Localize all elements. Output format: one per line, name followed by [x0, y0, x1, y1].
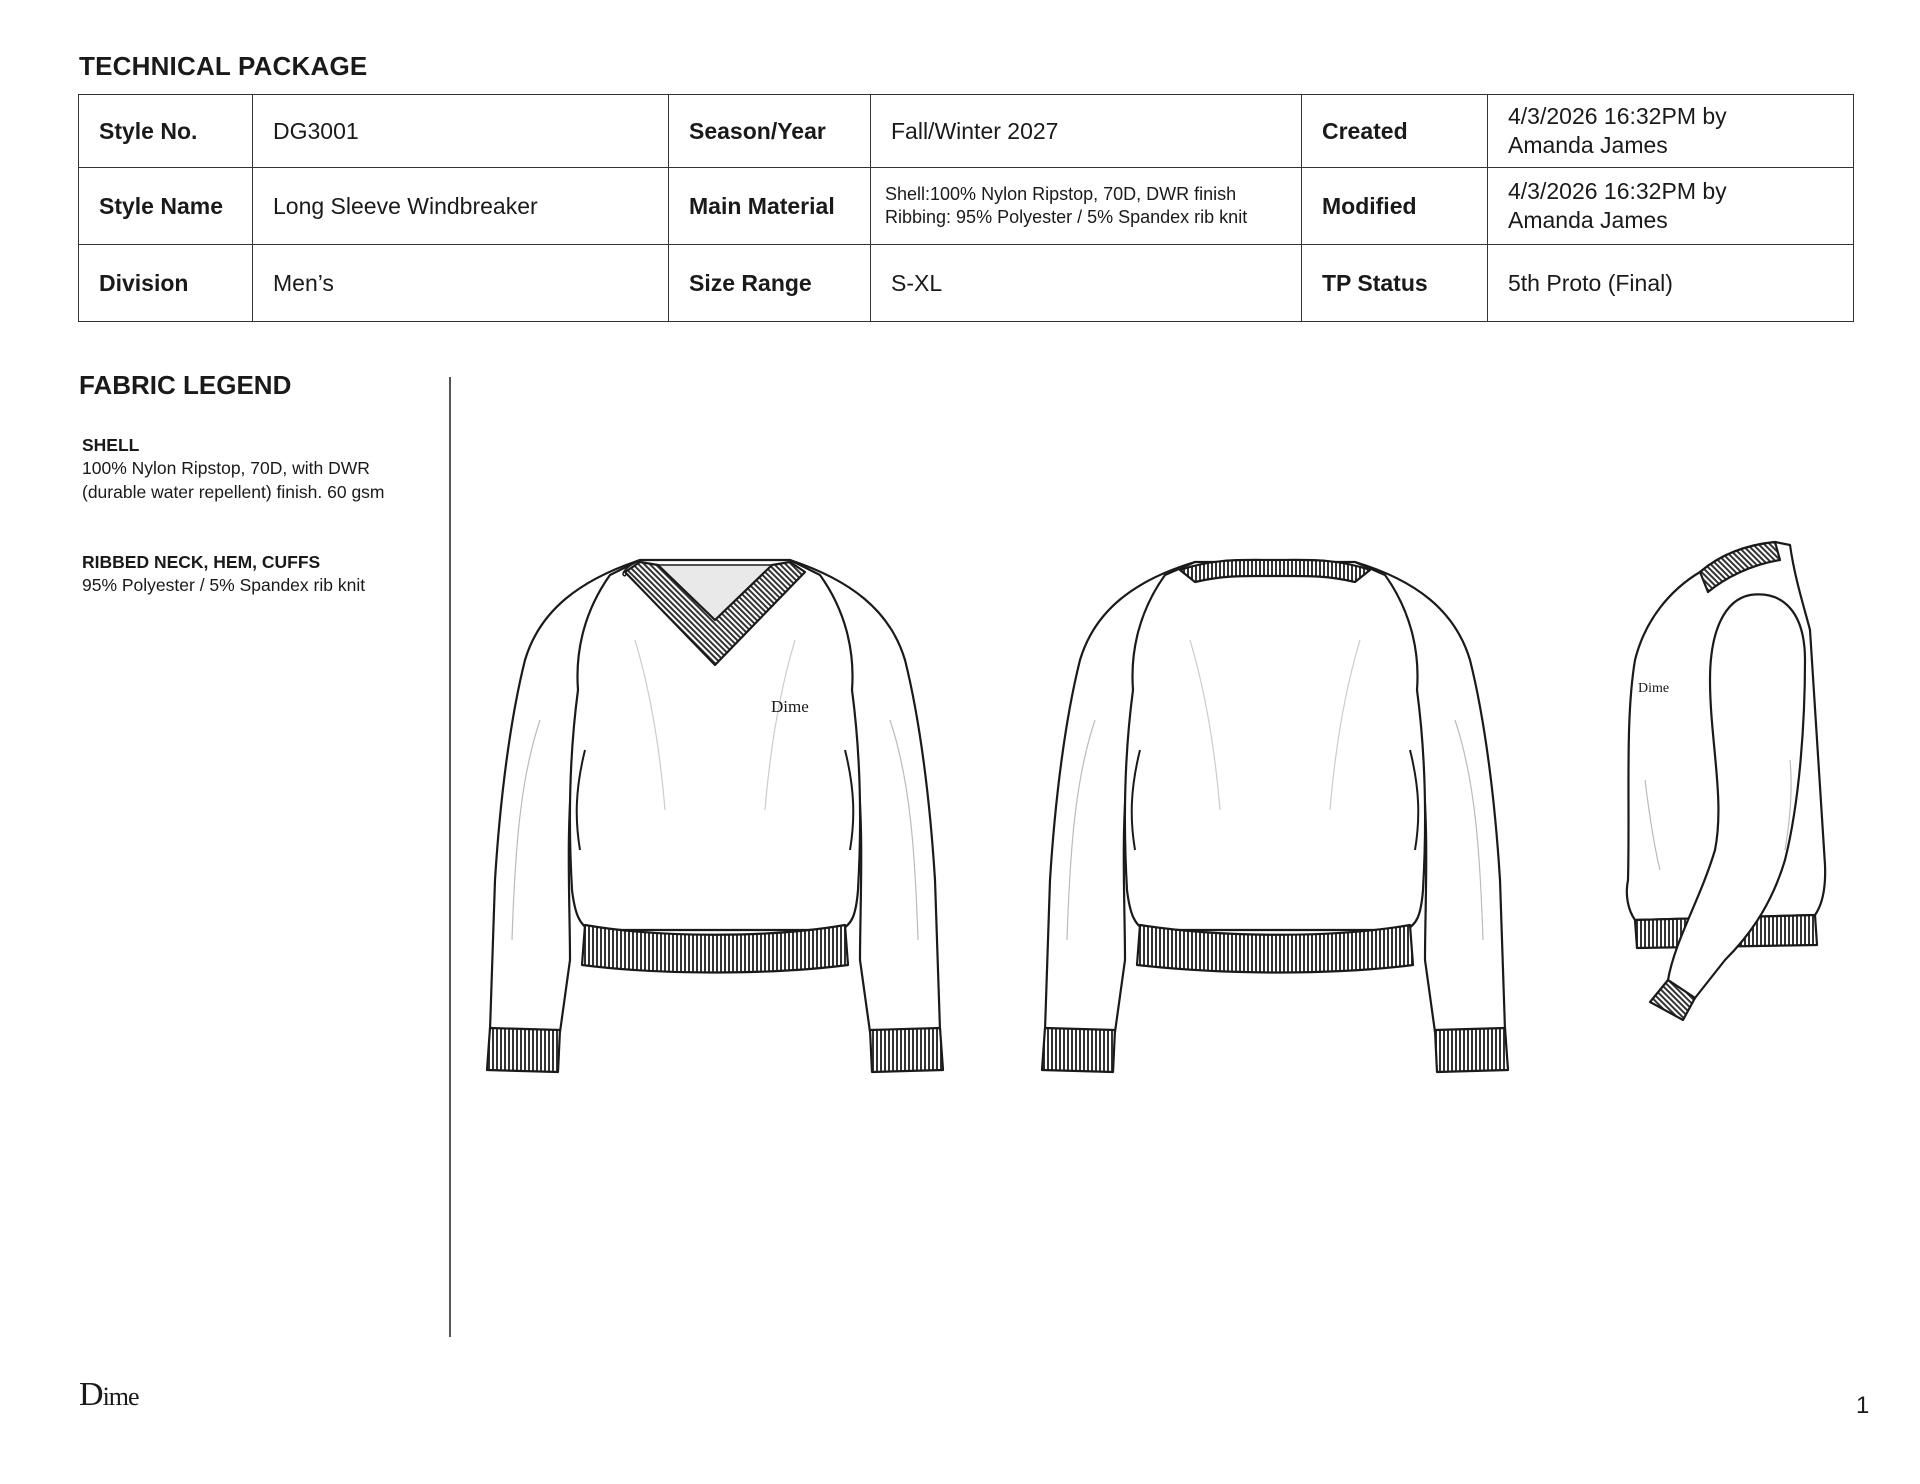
page-number: 1 [1856, 1392, 1870, 1419]
size-range-value: S-XL [871, 245, 1302, 322]
main-material-value [871, 168, 1302, 245]
style-name-value: Long Sleeve Windbreaker [253, 168, 669, 245]
front-hem [582, 925, 848, 973]
brand-logo [79, 1376, 139, 1414]
front-left-cuff [487, 1028, 560, 1072]
division-label: Division [79, 245, 253, 322]
division-value: Men’s [253, 245, 669, 322]
created-line2: Amanda James [1508, 132, 1668, 158]
main-material-label: Main Material [669, 168, 871, 245]
legend-title: FABRIC LEGEND [79, 370, 292, 400]
front-chest-logo: Dime [771, 697, 809, 716]
brand-logo-initial: D [79, 1376, 103, 1413]
style-no-label: Style No. [79, 95, 253, 168]
legend-item-text: 100% Nylon Ripstop, 70D, with DWR [82, 458, 370, 478]
main-material-line1: Shell:100% Nylon Ripstop, 70D, DWR finish [885, 184, 1237, 204]
table-row [79, 245, 1854, 322]
created-value [1488, 95, 1854, 168]
legend-item-text: (durable water repellent) finish. 60 gsm [82, 482, 385, 502]
table-row [79, 168, 1854, 245]
brand-logo-rest: ime [102, 1382, 139, 1411]
created-label: Created [1302, 95, 1488, 168]
garment-sketches [460, 520, 1840, 1080]
page-title: TECHNICAL PACKAGE [79, 51, 368, 81]
season-label: Season/Year [669, 95, 871, 168]
spec-table [78, 94, 1854, 322]
table-row [79, 95, 1854, 168]
back-left-cuff [1042, 1028, 1115, 1072]
created-line1: 4/3/2026 16:32PM by [1508, 103, 1727, 129]
side-view-sketch [1627, 542, 1825, 1020]
legend-item-ribbing [82, 551, 442, 597]
front-view-sketch [487, 560, 943, 1072]
size-range-label: Size Range [669, 245, 871, 322]
legend-item-heading: SHELL [82, 435, 140, 455]
style-no-value: DG3001 [253, 95, 669, 168]
back-hem [1137, 925, 1413, 973]
legend-item-heading: RIBBED NECK, HEM, CUFFS [82, 552, 321, 572]
modified-label: Modified [1302, 168, 1488, 245]
main-material-line2: Ribbing: 95% Polyester / 5% Spandex rib knit [885, 207, 1248, 227]
column-divider [449, 377, 451, 1337]
modified-line1: 4/3/2026 16:32PM by [1508, 178, 1727, 204]
legend-item-text: 95% Polyester / 5% Spandex rib knit [82, 575, 366, 595]
style-name-label: Style Name [79, 168, 253, 245]
tp-status-value: 5th Proto (Final) [1488, 245, 1854, 322]
legend-item-shell [82, 434, 442, 504]
modified-line2: Amanda James [1508, 207, 1668, 233]
back-view-sketch [1042, 560, 1508, 1072]
front-right-cuff [870, 1028, 943, 1072]
season-value: Fall/Winter 2027 [871, 95, 1302, 168]
side-chest-logo: Dime [1638, 681, 1670, 696]
back-right-cuff [1435, 1028, 1508, 1072]
tp-status-label: TP Status [1302, 245, 1488, 322]
modified-value [1488, 168, 1854, 245]
back-body [1125, 562, 1425, 930]
